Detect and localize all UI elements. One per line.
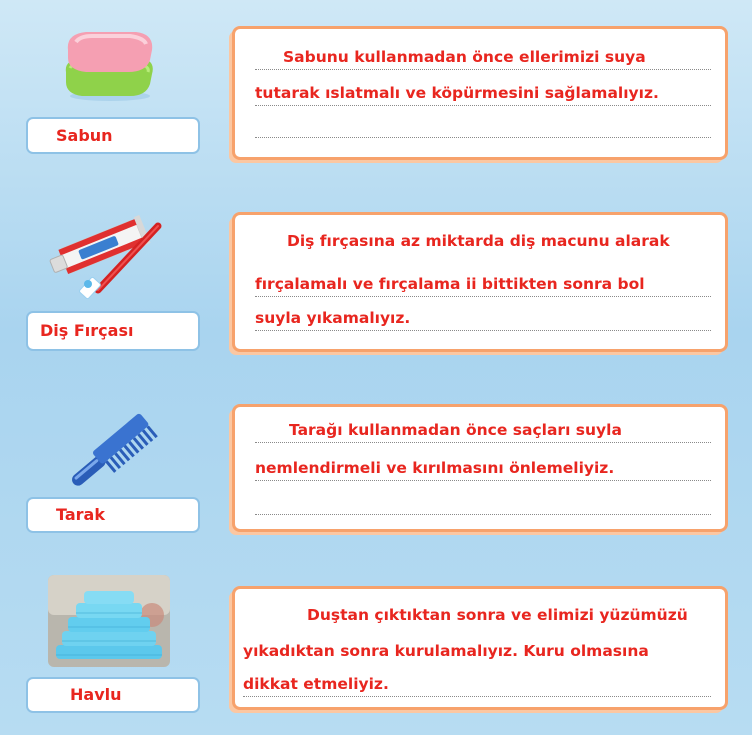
answer-line: Duştan çıktıktan sonra ve elimizi yüzümüzü: [307, 606, 688, 624]
answer-card: [232, 26, 728, 160]
comb-icon: [56, 412, 166, 492]
answer-line: tutarak ıslatmalı ve köpürmesini sağlamalıyız.: [255, 72, 711, 106]
answer-line: [255, 104, 711, 138]
answer-card: [232, 404, 728, 532]
answer-line: yıkadıktan sonra kurulamalıyız. Kuru olmasına: [243, 642, 649, 660]
item-name-label: Diş Fırçası: [40, 321, 134, 340]
item-name-box: [26, 677, 200, 713]
answer-line: nemlendirmeli ve kırılmasını önlemeliyiz.: [255, 447, 711, 481]
answer-card: [232, 212, 728, 352]
answer-line: [255, 481, 711, 515]
item-name-box: [26, 497, 200, 533]
item-name-label: Havlu: [70, 685, 122, 704]
answer-card: [232, 586, 728, 710]
answer-line: dikkat etmeliyiz.: [243, 663, 711, 697]
answer-line: Tarağı kullanmadan önce saçları suyla: [255, 409, 711, 443]
answer-line: Diş fırçasına az miktarda diş macunu alarak: [287, 232, 670, 250]
answer-line: Sabunu kullanmadan önce ellerimizi suya: [255, 36, 711, 70]
answer-line: fırçalamalı ve fırçalama ii bittikten sonra bol: [255, 263, 711, 297]
item-name-label: Tarak: [56, 505, 105, 524]
toothbrush-icon: [40, 212, 170, 304]
soap-icon: [52, 24, 164, 104]
item-name-label: Sabun: [56, 125, 113, 145]
item-name-box: [26, 311, 200, 351]
answer-line: suyla yıkamalıyız.: [255, 297, 711, 331]
item-name-box: [26, 117, 200, 154]
towel-icon: [48, 575, 170, 667]
